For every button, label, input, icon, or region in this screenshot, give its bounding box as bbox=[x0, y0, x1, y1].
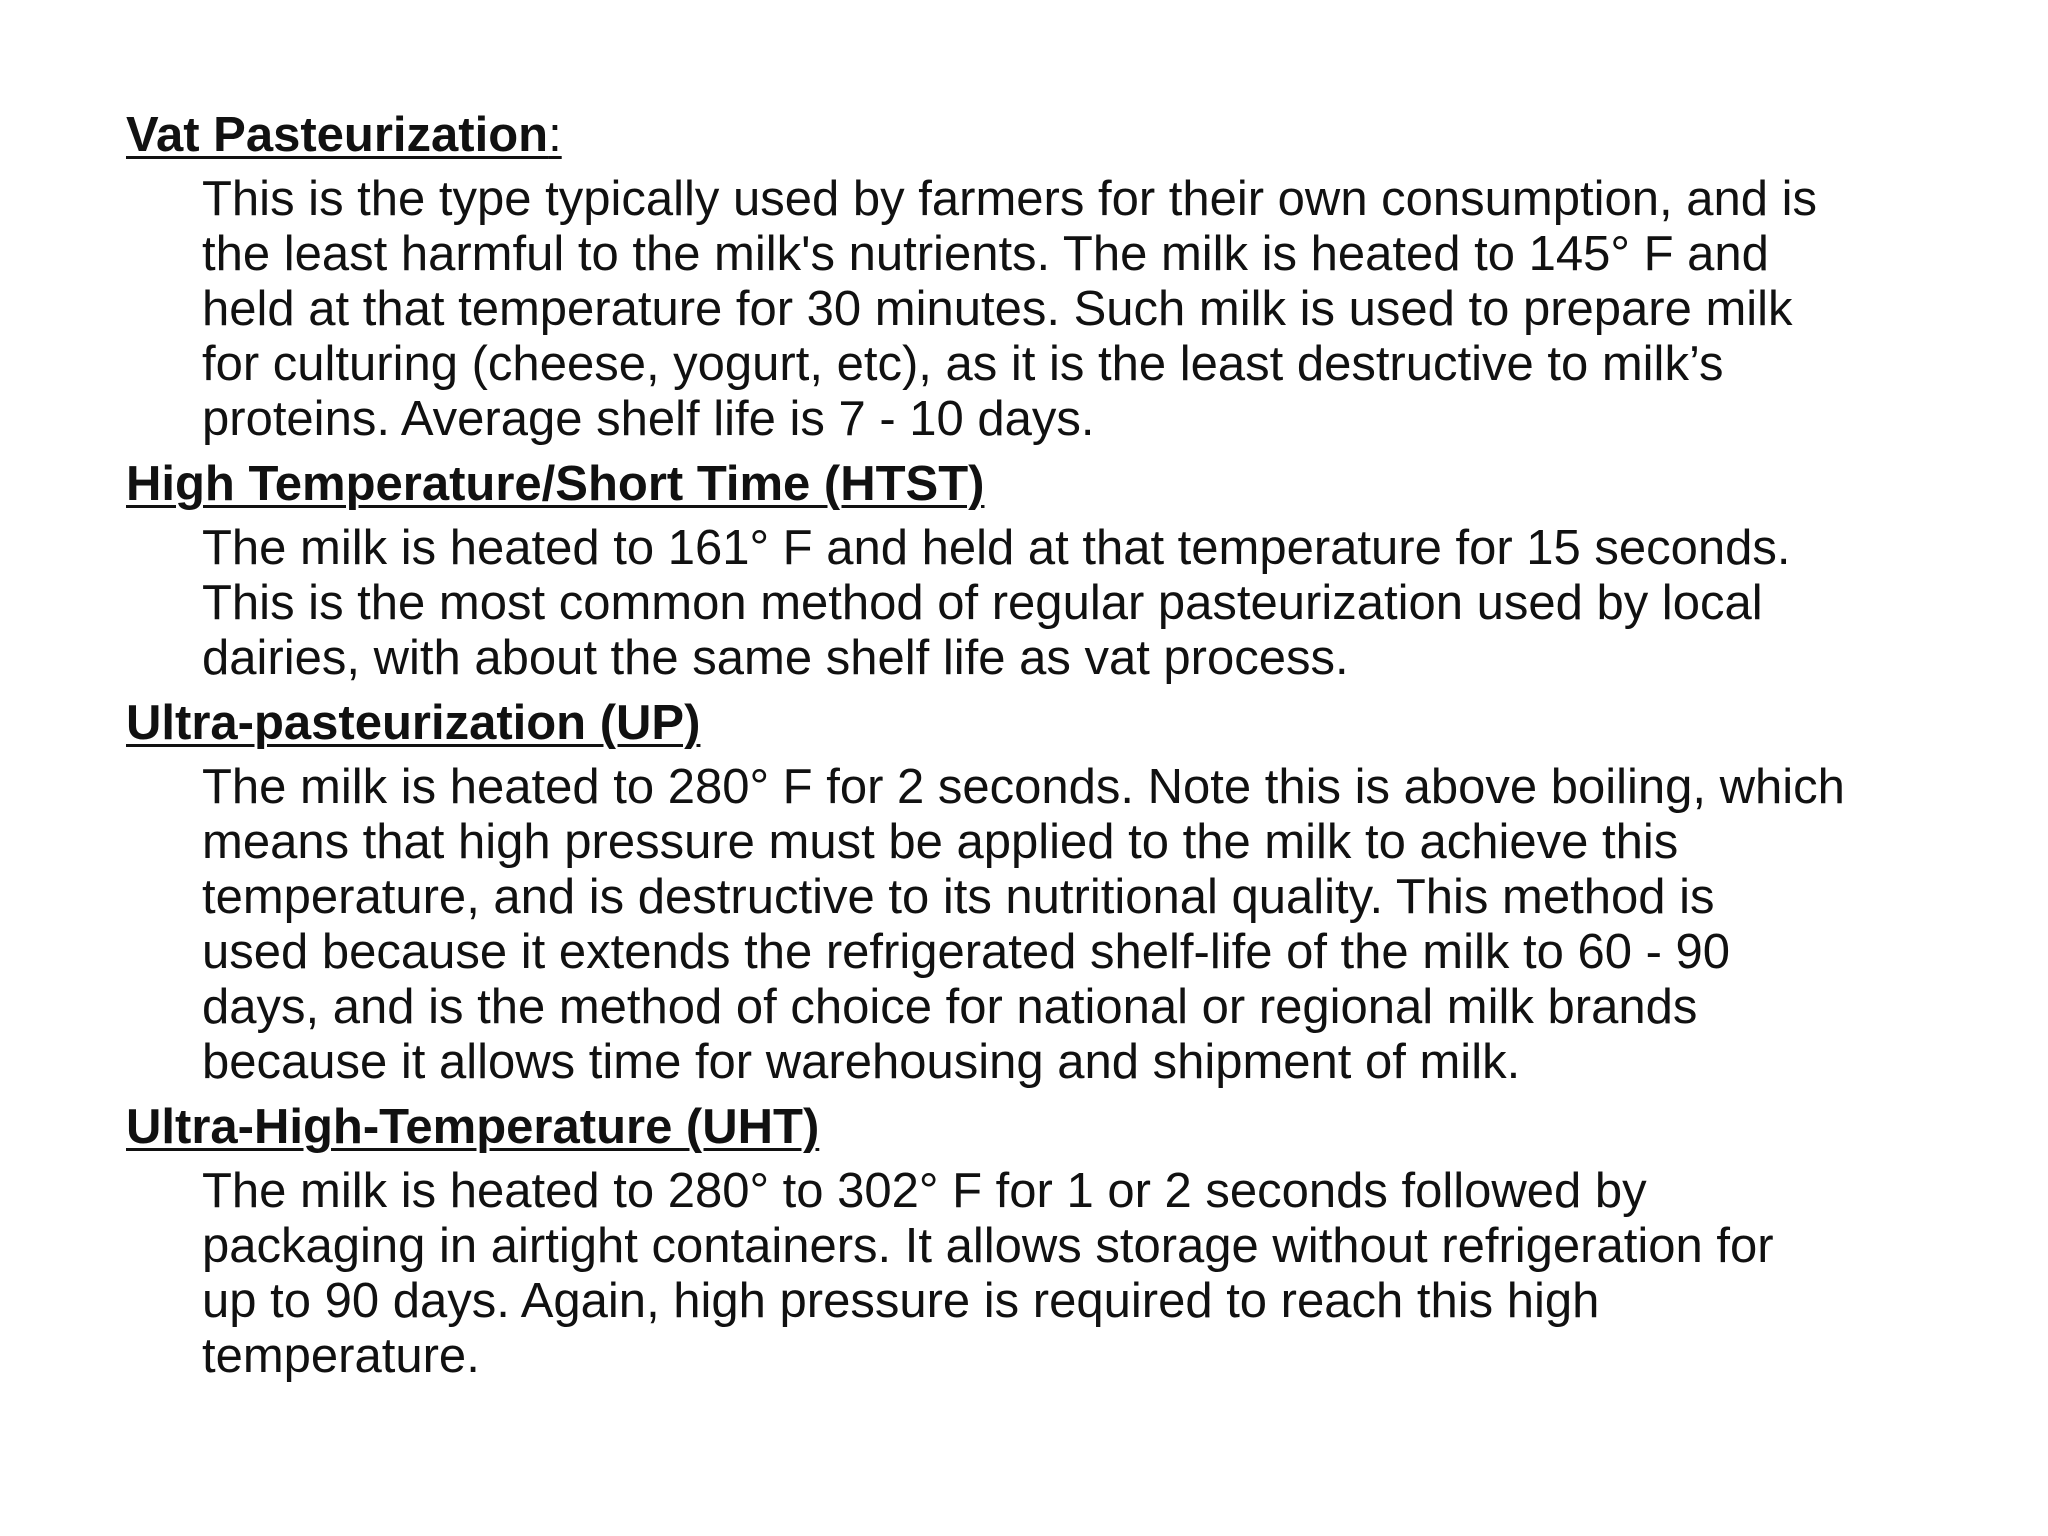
section-body bbox=[202, 760, 1986, 1090]
section-body bbox=[202, 172, 1986, 447]
body-line: This is the type typically used by farmers for their own consumption, and is bbox=[202, 172, 1817, 226]
heading-text: Ultra-pasteurization (UP) bbox=[126, 696, 701, 750]
body-line: for culturing (cheese, yogurt, etc), as it is the least destructive to milk’s bbox=[202, 337, 1724, 391]
body-line: The milk is heated to 280° F for 2 seconds. Note this is above boiling, which bbox=[202, 760, 1845, 814]
section-htst bbox=[126, 455, 1986, 686]
body-line: temperature. bbox=[202, 1329, 480, 1383]
section-heading bbox=[126, 106, 1986, 164]
slide-content bbox=[126, 106, 1986, 1392]
section-ultra-pasteurization bbox=[126, 694, 1986, 1090]
body-line: used because it extends the refrigerated shelf-life of the milk to 60 - 90 bbox=[202, 925, 1731, 979]
body-line: held at that temperature for 30 minutes. Such milk is used to prepare milk bbox=[202, 282, 1793, 336]
body-line: proteins. Average shelf life is 7 - 10 days. bbox=[202, 392, 1095, 446]
section-heading bbox=[126, 1098, 1986, 1156]
heading-text: Vat Pasteurization bbox=[126, 108, 549, 162]
section-body bbox=[202, 521, 1986, 686]
body-line: up to 90 days. Again, high pressure is required to reach this high bbox=[202, 1274, 1600, 1328]
body-line: because it allows time for warehousing and shipment of milk. bbox=[202, 1035, 1521, 1089]
section-heading bbox=[126, 455, 1986, 513]
body-line: This is the most common method of regular pasteurization used by local bbox=[202, 576, 1763, 630]
body-line: The milk is heated to 280° to 302° F for 1 or 2 seconds followed by bbox=[202, 1164, 1647, 1218]
heading-text: High Temperature/Short Time (HTST) bbox=[126, 457, 985, 511]
body-line: the least harmful to the milk's nutrients. The milk is heated to 145° F and bbox=[202, 227, 1769, 281]
section-heading bbox=[126, 694, 1986, 752]
section-body bbox=[202, 1164, 1986, 1384]
body-line: means that high pressure must be applied to the milk to achieve this bbox=[202, 815, 1679, 869]
body-line: The milk is heated to 161° F and held at that temperature for 15 seconds. bbox=[202, 521, 1791, 575]
section-vat-pasteurization bbox=[126, 106, 1986, 447]
body-line: packaging in airtight containers. It allows storage without refrigeration for bbox=[202, 1219, 1774, 1273]
body-line: days, and is the method of choice for national or regional milk brands bbox=[202, 980, 1698, 1034]
body-line: temperature, and is destructive to its nutritional quality. This method is bbox=[202, 870, 1715, 924]
heading-suffix: : bbox=[548, 108, 562, 162]
section-uht bbox=[126, 1098, 1986, 1384]
heading-text: Ultra-High-Temperature (UHT) bbox=[126, 1100, 820, 1154]
body-line: dairies, with about the same shelf life as vat process. bbox=[202, 631, 1349, 685]
